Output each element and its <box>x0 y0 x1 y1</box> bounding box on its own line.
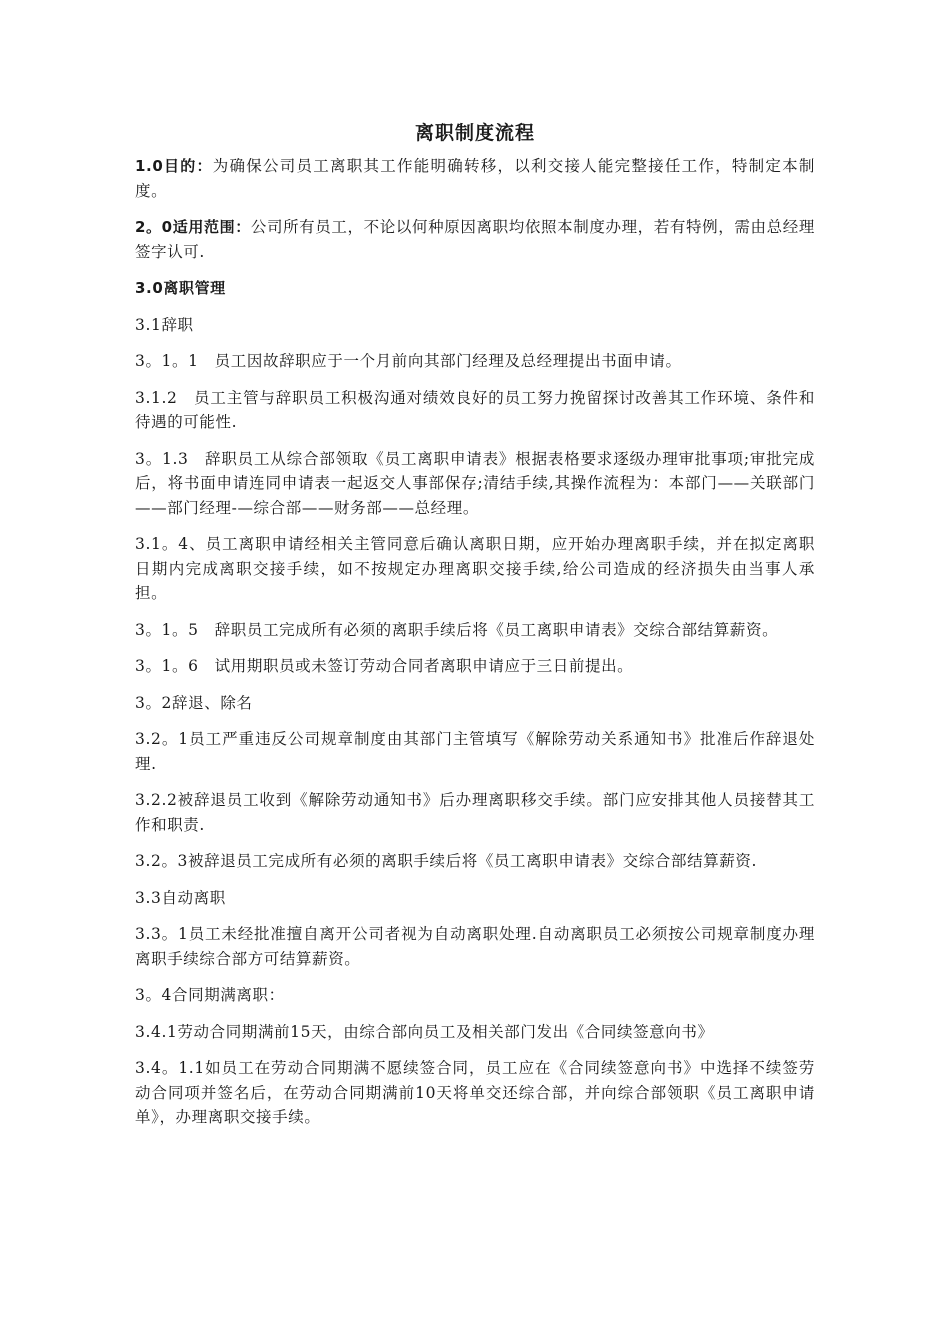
document-title: 离职制度流程 <box>414 122 535 144</box>
paragraph: 3.1.2 员工主管与辞职员工积极沟通对绩效良好的员工努力挽留探讨改善其工作环境、条件和待遇的可能性. <box>135 388 815 431</box>
paragraph: 3.3。1员工未经批准擅自离开公司者视为自动离职处理.自动离职员工必须按公司规章制度办理离职手续综合部方可结算薪资。 <box>135 925 815 968</box>
paragraph-lead: 2。0适用范围： <box>135 218 251 236</box>
paragraph: 3.2.2被辞退员工收到《解除劳动通知书》后办理离职移交手续。部门应安排其他人员接替其工作和职责. <box>135 791 815 834</box>
paragraph-purpose <box>135 154 815 203</box>
document-page <box>135 118 815 1142</box>
paragraph: 3.1辞职 <box>135 315 194 334</box>
paragraph: 3.2。1员工严重违反公司规章制度由其部门主管填写《解除劳动关系通知书》批准后作辞退处理. <box>135 730 815 773</box>
paragraph: 3。1.3 辞职员工从综合部领取《员工离职申请表》根据表格要求逐级办理审批事项;审批完成后，将书面申请连同申请表一起返交人事部保存;清结手续,其操作流程为：本部门——关联部门——部门经理-—综合部——财务部——总经理。 <box>135 449 815 517</box>
paragraph-scope <box>135 215 815 264</box>
paragraph: 3。1。6 试用期职员或未签订劳动合同者离职申请应于三日前提出。 <box>135 657 634 675</box>
paragraph: 3.3自动离职 <box>135 888 226 907</box>
paragraph: 3。1。5 辞职员工完成所有必须的离职手续后将《员工离职申请表》交综合部结算薪资。 <box>135 620 779 639</box>
paragraph-lead: 1.0目的： <box>135 157 213 175</box>
paragraph-text: 为确保公司员工离职其工作能明确转移，以利交接人能完整接任工作，特制定本制度。 <box>135 157 815 200</box>
paragraph: 3.4.1劳动合同期满前15天，由综合部向员工及相关部门发出《合同续签意向书》 <box>135 1022 714 1041</box>
paragraph-text: 公司所有员工，不论以何种原因离职均依照本制度办理，若有特例，需由总经理签字认可. <box>135 218 815 261</box>
paragraph: 3.1。4、员工离职申请经相关主管同意后确认离职日期，应开始办理离职手续，并在拟定离职日期内完成离职交接手续，如不按规定办理离职交接手续,给公司造成的经济损失由当事人承担。 <box>135 535 815 602</box>
paragraph: 3。4合同期满离职： <box>135 986 285 1004</box>
section-heading: 3.0离职管理 <box>135 279 226 297</box>
paragraph: 3.4。1.1如员工在劳动合同期满不愿续签合同，员工应在《合同续签意向书》中选择不续签劳动合同项并签名后，在劳动合同期满前10天将单交还综合部，并向综合部领职《员工离职申请单》，办理离职交接手续。 <box>135 1059 815 1126</box>
paragraph: 3.2。3被辞退员工完成所有必须的离职手续后将《员工离职申请表》交综合部结算薪资. <box>135 852 758 870</box>
paragraph: 3。2辞退、除名 <box>135 693 253 712</box>
paragraph: 3。1。1 员工因故辞职应于一个月前向其部门经理及总经理提出书面申请。 <box>135 352 682 370</box>
